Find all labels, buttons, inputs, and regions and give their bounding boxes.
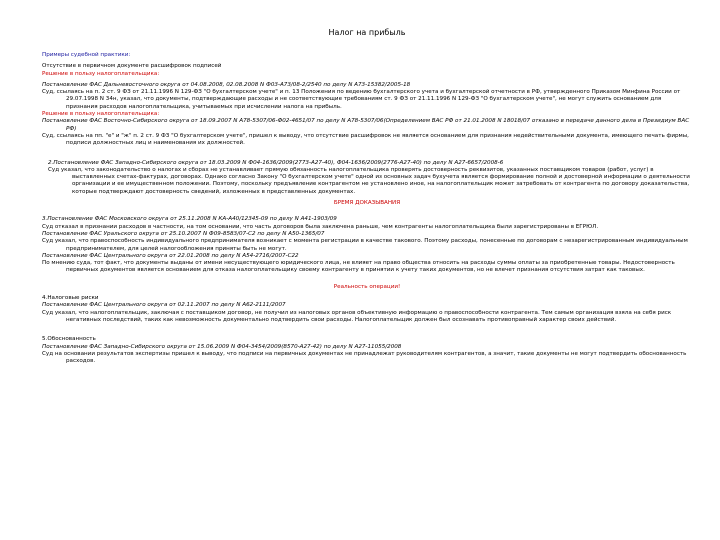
case-text: Суд отказал в признании расходов в частности, на том основании, что часть договоров была заключена раньше, чем контрагенты налогоплательщика были зарегистрированы в ЕГРЮЛ.	[42, 223, 599, 230]
case-citation: Постановление ФАС Дальневосточного округа от 04.08.2008, 02.08.2008 N Ф03-А73/08-2/2540 по делу N А73-15382/2005-18	[42, 81, 411, 88]
case-text: Суд на основании результатов экспертизы пришел к выводу, что подписи на первичных документах не принадлежат руководителям контрагентов, а значит, такие документы не могут подтвердить обоснованность расходов.	[42, 350, 687, 365]
case-citation: Постановление ФАС Центрального округа от 22.01.2008 по делу N А54-2716/2007-С22	[42, 252, 299, 259]
section-label: 5.Обоснованность	[42, 336, 96, 343]
case-text: Суд указал, что правоспособность индивидуального предпринимателя возникает с момента регистрации в качестве такового. Поэтому расходы, понесенные по договорам с незарегистрированным индивидуальным предпринимателем, для целей налогообложения приняты быть не могут.	[42, 238, 688, 252]
case-citation: Постановление ФАС Уральского округа от 25.10.2007 N Ф09-8583/07-С2 по делу N А50-1365/07	[42, 230, 325, 237]
taxpayer-decision-label: Решение в пользу налогоплательщика:	[42, 70, 160, 77]
page-title: Налог на прибыль	[328, 28, 406, 37]
case-citation: Постановление ФАС Центрального округа от 02.11.2007 по делу N А62-2111/2007	[42, 302, 286, 309]
case-text: Суд указал, что законодательство о налогах и сборах не устанавливает прямую обязанность налогоплательщика проверять достоверность реквизитов, указанных поставщиком товаров (работ, услуг) в выставленных счетах-фактурах, договорах. Однако согласно Закону "О бухгалтерском учете" одной из основных задач бухучета является формирование полной и достоверной информации о деятельности организации и ее имущественном положении. Поэтому, поскольку предъявление контрагентом не установлено иное, на налогоплательщик может затребовать от контрагента по договору доказательства, которые подтверждают достоверность сведений, изложенных в представленных документах.	[48, 166, 690, 195]
case-citation: 3.Постановление ФАС Московского округа от 25.11.2008 N КА-А40/12345-09 по делу N А41-1903/09	[42, 216, 337, 223]
decision-label: Решение в пользу налогоплательщика:	[42, 111, 160, 118]
case-text: Суд, ссылаясь на пп. "е" и "ж" п. 2 ст. 9 ФЗ "О бухгалтерском учете", пришел к выводу, что отсутствие расшифровок не является основанием для признания недействительными документа, имеющего печать фирмы, подписи должностных лиц и наименования их должностей.	[42, 132, 689, 147]
case-citation: Постановление ФАС Западно-Сибирского округа от 15.06.2009 N Ф04-3454/2009(8570-А27-42) по делу N А27-11055/2008	[42, 343, 402, 350]
case-citation: Постановление ФАС Восточно-Сибирского округа от 18.09.2007 N А78-5307/06-Ф02-4651/07 по делу N А78-5307/06(Определением ВАС РФ от 21.01.2008 N 18018/07 отказано в передаче данного дела в Президиум ВАС РФ)	[42, 118, 690, 132]
reality-heading: Реальность операции!	[333, 283, 401, 290]
examples-heading: Примеры судебной практики:	[42, 52, 131, 58]
document-page	[42, 28, 692, 365]
section-label: 4.Налоговые риски	[42, 295, 99, 302]
burden-of-proof-heading: БРЕМЯ ДОКАЗЫВАНИЯ	[333, 200, 401, 207]
case-text: Суд указал, что налогоплательщик, заключая с поставщиком договор, не получил из налоговых органов объективную информацию о правоспособности контрагента. Тем самым организация взяла на себя риск негативных последствий, таких как невозможность документально подтвердить свои расходы. Налогоплательщик должен был осознавать противоправный характер своих действий.	[42, 309, 672, 323]
topic-line: Отсутствие в первичном документе расшифровок подписей	[42, 63, 222, 70]
case-text: По мнению суда, тот факт, что документы выданы от имени несуществующего юридического лица, не влияет на право общества относить на расходы суммы оплаты за приобретенные товары. Недостоверность первичных документов является основанием для отказа налогоплательщику своему контрагенту в принятии к учету таких документов, но не влечет признания отсутствия затрат как таковых.	[42, 260, 675, 274]
case-text: Суд, ссылаясь на п. 2 ст. 9 ФЗ от 21.11.1996 N 129-ФЗ "О бухгалтерском учете" и п. 13 Положения по ведению бухгалтерского учета и бухгалтерской отчетности в РФ, утвержденного Приказом Минфина России от 29.07.1998 N 34н, указал, что документы, подтверждающие расходы и не соответствующие требованиям ст. 9 ФЗ от 21.11.1996 N 129-ФЗ "О бухгалтерском учете", не могут служить основанием для признания расходов налогоплательщика, учитываемых при исчислении налога на прибыль.	[42, 89, 681, 110]
case-citation: 2.Постановление ФАС Западно-Сибирского округа от 18.03.2009 N Ф04-1636/2009(2773-А27-40), Ф04-1636/2009(2776-А27-40) по делу N А27-6657/2008-6	[48, 159, 504, 166]
